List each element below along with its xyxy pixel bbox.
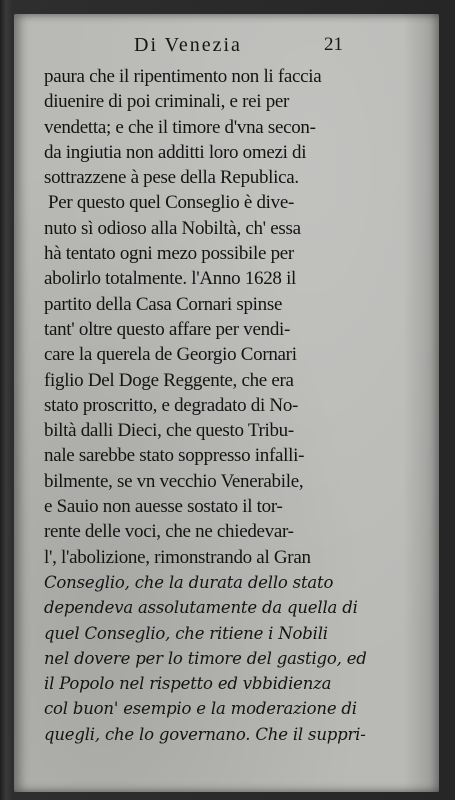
text-line: care la querela de Georgio Cornari [44, 344, 297, 366]
text-line: partito della Casa Cornari spinse [44, 293, 283, 315]
text-line: Conseglio, che la durata dello stato [44, 572, 334, 592]
page-edge-shadow [403, 14, 439, 792]
text-line: vendetta; e che il timore d'vna secon- [44, 116, 316, 138]
text-line: figlio Del Doge Reggente, che era [44, 369, 294, 391]
text-line: biltà dalli Dieci, che questo Tribu- [44, 420, 294, 442]
text-line: il Popolo nel rispetto ed vbbidienza [44, 674, 332, 694]
text-line: hà tentato ogni mezo possibile per [44, 243, 294, 265]
running-head: Di Venezia [134, 34, 242, 56]
text-line: da ingiutia non additti loro omezi di [44, 141, 307, 163]
text-line: stato proscritto, e degradato di No- [44, 394, 299, 416]
text-line: paura che il ripentimento non li faccia [44, 66, 322, 87]
text-line: bilmente, se vn vecchio Venerabile, [44, 470, 304, 492]
page-header [14, 34, 439, 62]
text-line: col buon' esempio e la moderazione di [44, 699, 357, 719]
text-line: dependeva assolutamente da quella di [44, 598, 358, 618]
text-line: rente delle voci, che ne chiedevar- [44, 521, 294, 543]
text-line: nel dovere per lo timore del gastigo, ed [44, 648, 367, 668]
text-line: abolirlo totalmente. l'Anno 1628 il [44, 268, 297, 290]
book-page [14, 14, 439, 792]
body-text [44, 64, 367, 747]
text-line: Per questo quel Conseglio è dive- [48, 192, 295, 214]
text-line: quegli, che lo governano. Che il suppri- [44, 724, 366, 744]
text-line: sottrazzene à pese della Republica. [44, 167, 299, 189]
text-line: l', l'abolizione, rimonstrando al Gran [44, 546, 311, 568]
text-line: tant' oltre questo affare per vendi- [44, 318, 291, 340]
text-line: e Sauio non auesse sostato il tor- [44, 496, 283, 518]
page-number: 21 [324, 34, 343, 55]
text-line: quel Conseglio, che ritiene i Nobili [44, 623, 328, 643]
text-line: diuenire di poi criminali, e rei per [44, 91, 290, 113]
text-line: nale sarebbe stato soppresso infalli- [44, 445, 305, 467]
text-line: nuto sì odioso alla Nobiltà, ch' essa [44, 217, 301, 239]
